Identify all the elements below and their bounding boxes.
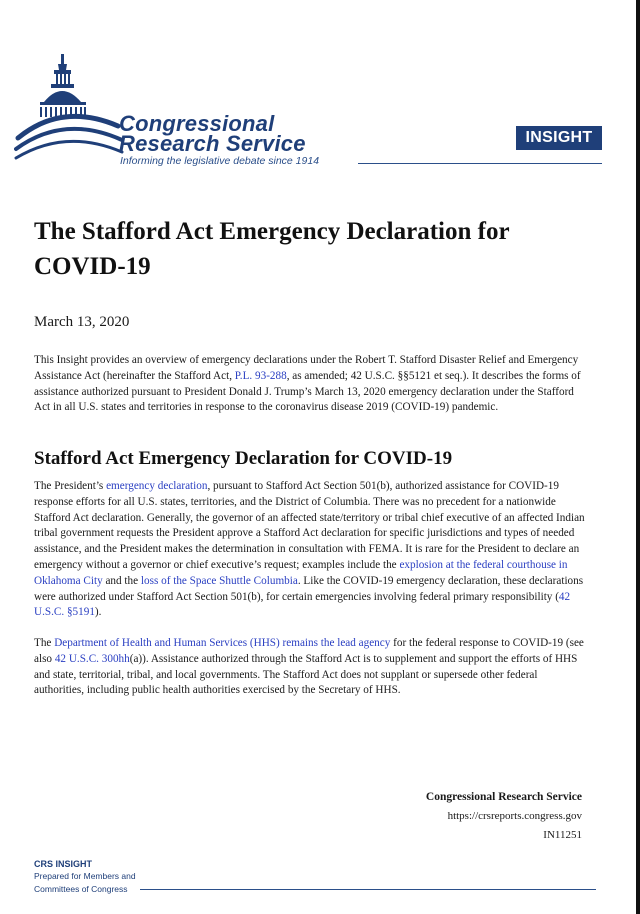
para2-text-1: The President’s xyxy=(34,480,107,492)
series-label: CRS INSIGHT xyxy=(34,859,93,869)
usc-300hh-link[interactable]: 42 U.S.C. 300hh xyxy=(54,652,130,665)
brand-name-line1: Congressional xyxy=(119,111,275,136)
prepared-for-line2: Committees of Congress xyxy=(34,884,128,894)
brand-name-line2: Research Service xyxy=(119,131,306,156)
space-shuttle-columbia-link[interactable]: loss of the Space Shuttle Columbia xyxy=(140,574,298,587)
header-rule xyxy=(358,163,602,164)
emergency-declaration-link[interactable]: emergency declaration xyxy=(106,480,208,492)
intro-paragraph xyxy=(34,353,586,416)
para2-text-2: , pursuant to Stafford Act Section 501(b), authorized assistance for COVID-19 response efforts for all U.S. states, territories, and the District of Columbia. There was no precedent for a nationwide Stafford Act declaration. Generally, the governor of an affected state/territory or tribal chief executive of an affected Indian tribal government requests the President approve a Stafford Act declaration for specific jurisdictions and types of needed assistance, and the President makes the determination in consultation with FEMA. It is rare for the President to declare an emergency without a governor or chief executive’s request; examples include the xyxy=(34,480,585,571)
intro-text-1: This Insight provides an overview of emergency declarations under the Robert T. Stafford Disaster Relief and Emergency Assistance Act (hereinafter the Stafford Act, xyxy=(34,354,579,382)
document-title: The Stafford Act Emergency Declaration for COVID-19 xyxy=(34,218,510,280)
para2-text-3: and the xyxy=(102,574,141,587)
footer-rule xyxy=(140,889,596,890)
footer-organization: Congressional Research Service xyxy=(425,791,582,803)
para2-text-4: . Like the COVID-19 emergency declaration, these declarations were authorized under Stafford Act Section 501(b), for certain emergencies involving federal primary responsibility ( xyxy=(34,574,584,603)
capitol-dome-logo-icon xyxy=(14,54,124,166)
hhs-paragraph xyxy=(34,636,586,699)
declaration-paragraph xyxy=(34,479,586,621)
para3-text-3: (a)). Assistance authorized through the Stafford Act is to supplement and support the efforts of HHS and state, territorial, tribal, and local governments. The Stafford Act does not supplant or supersede other federal authorities, including public health authorities exercised by the Secretary of HHS. xyxy=(34,652,578,697)
para3-text-1: The xyxy=(34,637,55,649)
hhs-lead-agency-link[interactable]: Department of Health and Human Services (HHS) remains the lead agency xyxy=(54,637,391,649)
oklahoma-city-link[interactable]: explosion at the federal courthouse in Oklahoma City xyxy=(34,558,568,587)
brand-tagline: Informing the legislative debate since 1914 xyxy=(120,155,320,167)
publication-date: March 13, 2020 xyxy=(34,314,130,330)
section-heading: Stafford Act Emergency Declaration for COVID-19 xyxy=(34,448,453,469)
intro-text-2: , as amended; 42 U.S.C. §§5121 et seq.). It describes the forms of assistance authorized pursuant to President Donald J. Trump’s March 13, 2020 emergency declaration under the Stafford Act in all U.S. states and territories in response to the coronavirus disease 2019 (COVID-19) pandemic. xyxy=(34,369,581,414)
prepared-for-line1: Prepared for Members and xyxy=(34,871,136,881)
pl-93-288-link[interactable]: P.L. 93-288 xyxy=(234,369,287,382)
report-id: IN11251 xyxy=(543,829,582,841)
para3-text-2: for the federal response to COVID-19 (see also xyxy=(34,637,584,665)
footer-url: https://crsreports.congress.gov xyxy=(447,810,582,822)
para2-text-5: ). xyxy=(94,606,102,619)
usc-5191-link[interactable]: 42 U.S.C. §5191 xyxy=(34,590,571,619)
insight-badge: INSIGHT xyxy=(516,126,602,150)
